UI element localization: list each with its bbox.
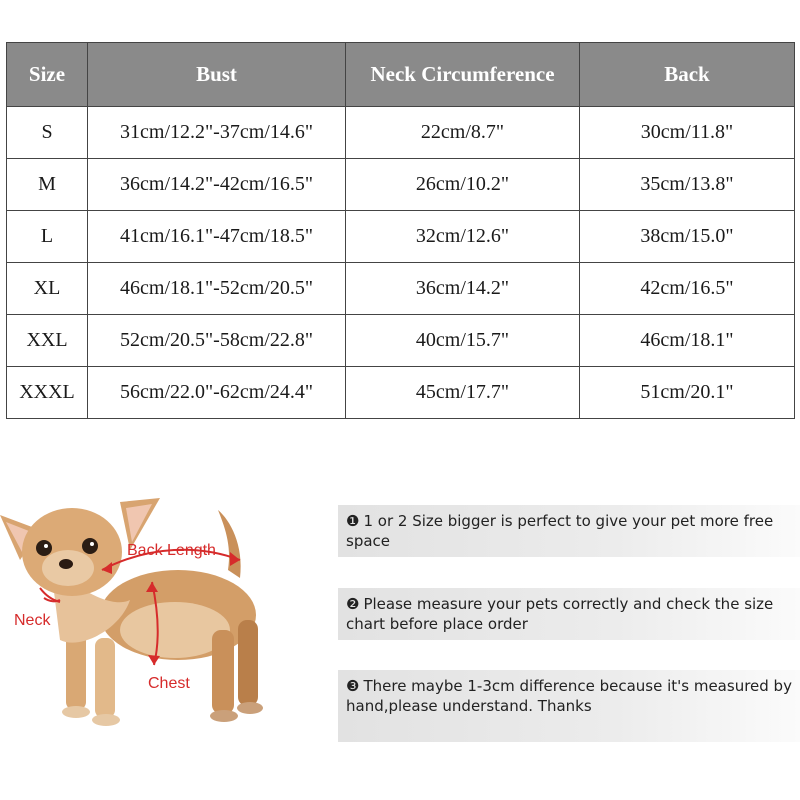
cell-bust: 56cm/22.0"-62cm/24.4" (88, 367, 346, 419)
dog-measurement-diagram (0, 490, 330, 740)
cell-back: 35cm/13.8" (580, 159, 795, 211)
cell-size: XXXL (7, 367, 88, 419)
number-three-icon: ❸ (346, 677, 360, 695)
table-row (7, 211, 795, 263)
cell-back: 42cm/16.5" (580, 263, 795, 315)
number-two-icon: ❷ (346, 595, 360, 613)
cell-size: XL (7, 263, 88, 315)
note-difference-advice (338, 670, 800, 742)
cell-size: L (7, 211, 88, 263)
cell-neck: 40cm/15.7" (346, 315, 580, 367)
note-measure-advice (338, 588, 800, 640)
cell-back: 46cm/18.1" (580, 315, 795, 367)
table-row (7, 367, 795, 419)
cell-bust: 36cm/14.2"-42cm/16.5" (88, 159, 346, 211)
cell-bust: 41cm/16.1"-47cm/18.5" (88, 211, 346, 263)
table-row (7, 263, 795, 315)
cell-back: 30cm/11.8" (580, 107, 795, 159)
number-one-icon: ❶ (346, 512, 360, 530)
cell-neck: 32cm/12.6" (346, 211, 580, 263)
back-length-label: Back Length (127, 542, 216, 559)
note-size-advice (338, 505, 800, 557)
cell-bust: 52cm/20.5"-58cm/22.8" (88, 315, 346, 367)
cell-neck: 45cm/17.7" (346, 367, 580, 419)
cell-size: XXL (7, 315, 88, 367)
cell-back: 51cm/20.1" (580, 367, 795, 419)
table-row (7, 315, 795, 367)
size-chart-table (6, 42, 795, 419)
column-header-neck: Neck Circumference (346, 43, 580, 107)
column-header-back: Back (580, 43, 795, 107)
cell-neck: 26cm/10.2" (346, 159, 580, 211)
note-text: Please measure your pets correctly and check the size chart before place order (346, 595, 774, 633)
table-row (7, 159, 795, 211)
neck-label: Neck (14, 612, 51, 629)
cell-bust: 46cm/18.1"-52cm/20.5" (88, 263, 346, 315)
column-header-bust: Bust (88, 43, 346, 107)
table-header-row (7, 43, 795, 107)
cell-bust: 31cm/12.2"-37cm/14.6" (88, 107, 346, 159)
table-row (7, 107, 795, 159)
chest-label: Chest (148, 675, 190, 692)
cell-size: M (7, 159, 88, 211)
column-header-size: Size (7, 43, 88, 107)
cell-neck: 22cm/8.7" (346, 107, 580, 159)
cell-neck: 36cm/14.2" (346, 263, 580, 315)
note-text: There maybe 1-3cm difference because it's measured by hand,please understand. Thanks (346, 677, 792, 715)
cell-size: S (7, 107, 88, 159)
note-text: 1 or 2 Size bigger is perfect to give your pet more free space (346, 512, 774, 550)
cell-back: 38cm/15.0" (580, 211, 795, 263)
